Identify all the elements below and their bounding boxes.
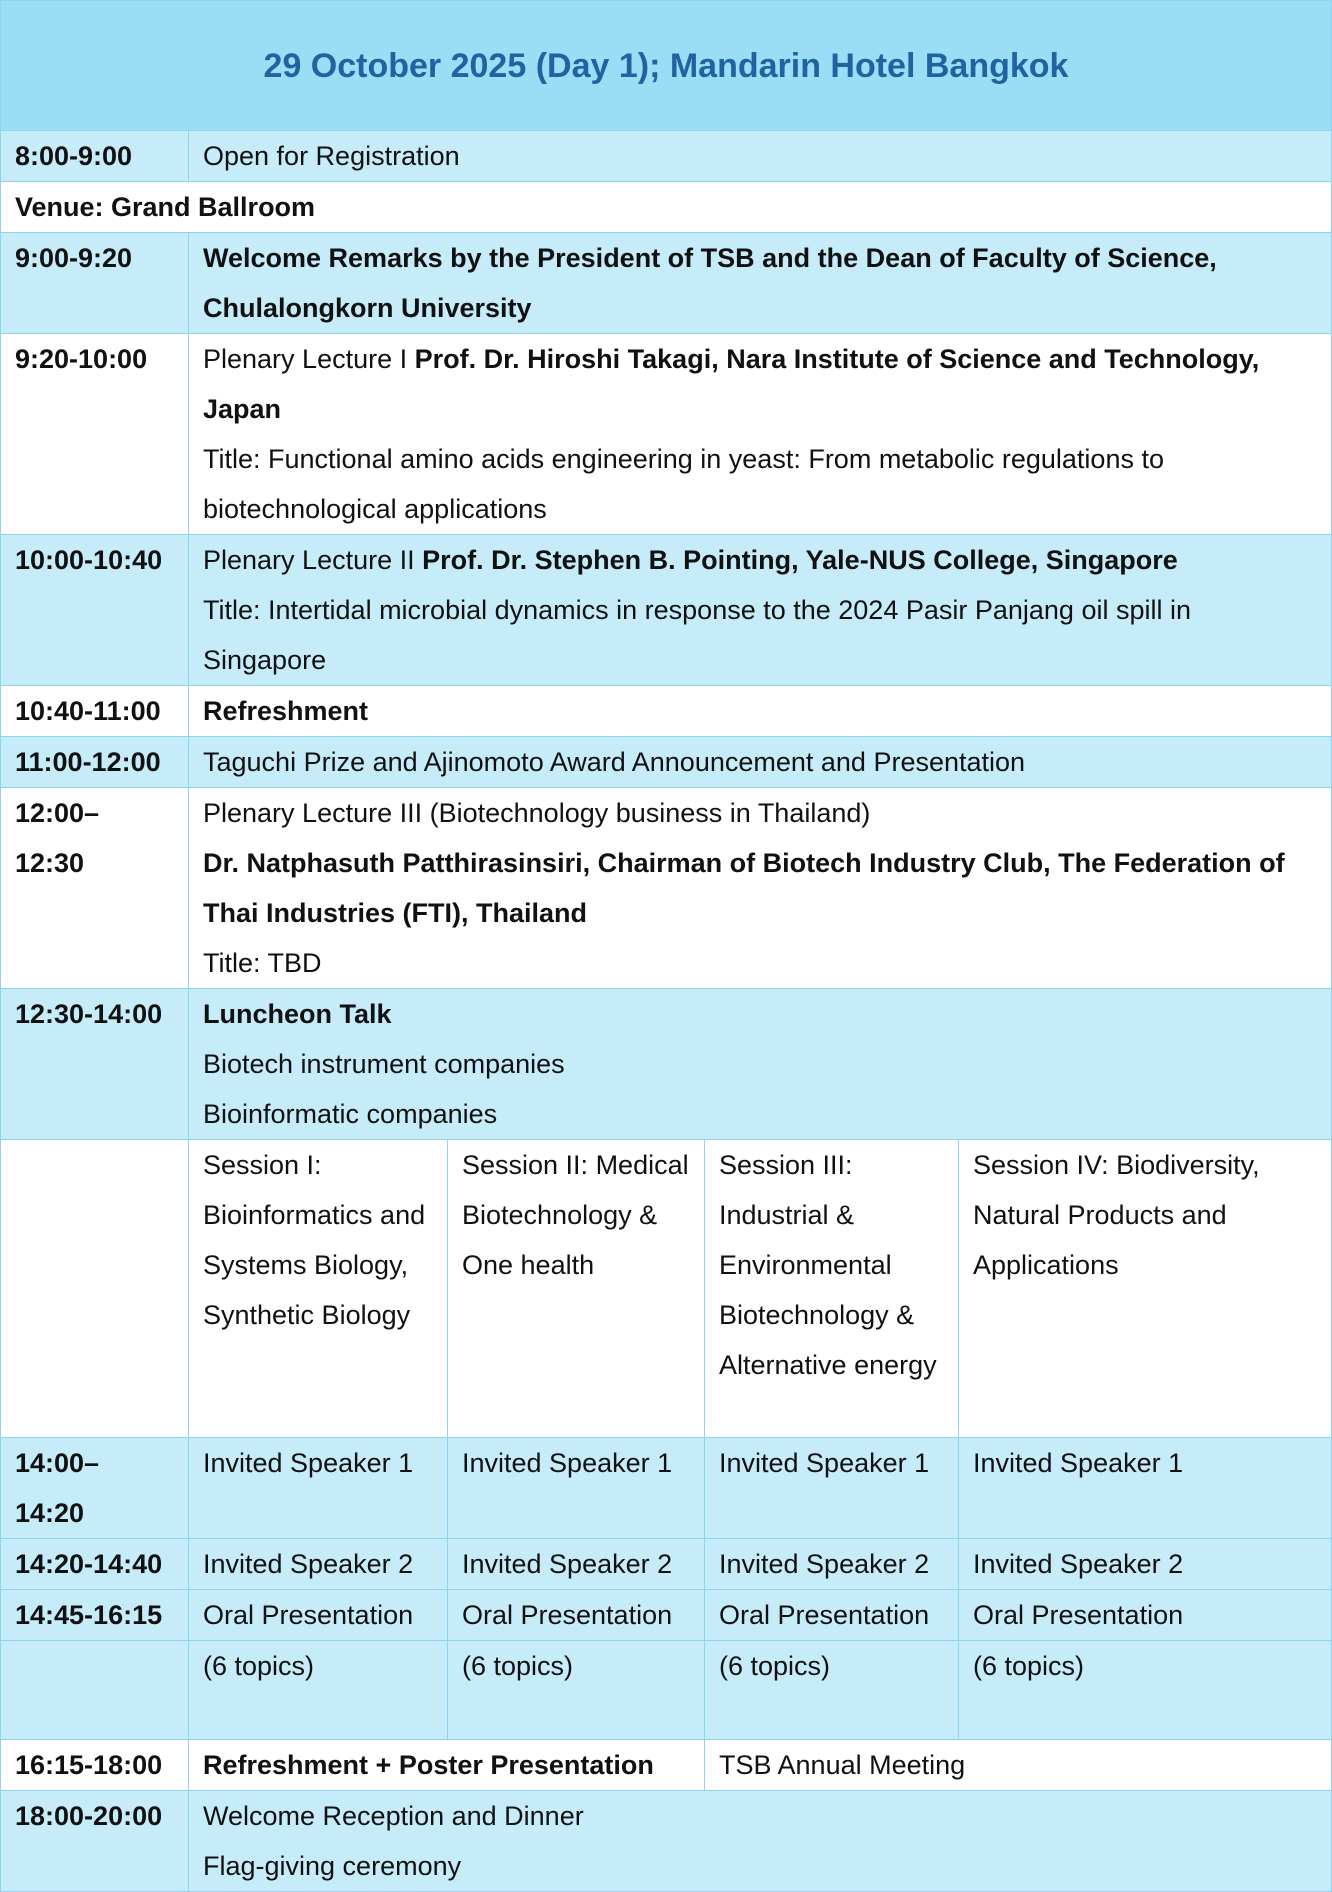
invited-speaker-cell: Invited Speaker 2 <box>448 1539 705 1590</box>
oral-cell: Oral Presentation <box>448 1590 705 1641</box>
table-row <box>1 1641 1332 1740</box>
time-cell: 10:00-10:40 <box>1 535 189 686</box>
lecture-title: Title: Functional amino acids engineering in yeast: From metabolic regulations to biotechnological applications <box>203 444 1164 524</box>
table-row <box>1 1590 1332 1641</box>
time-start: 12:00– <box>15 798 100 828</box>
table-row <box>1 131 1332 182</box>
plenary2-cell <box>189 535 1332 686</box>
table-row <box>1 788 1332 989</box>
oral-topics-cell: (6 topics) <box>189 1641 448 1740</box>
time-cell: 9:20-10:00 <box>1 334 189 535</box>
oral-cell: Oral Presentation <box>705 1590 959 1641</box>
invited-speaker-cell: Invited Speaker 2 <box>705 1539 959 1590</box>
welcome-cell: Welcome Remarks by the President of TSB and the Dean of Faculty of Science, Chulalongkorn University <box>189 233 1332 334</box>
time-end: 12:30 <box>15 848 85 878</box>
poster-cell: Refreshment + Poster Presentation <box>189 1740 705 1791</box>
lecture-label: Plenary Lecture II <box>203 545 423 575</box>
awards-cell: Taguchi Prize and Ajinomoto Award Announcement and Presentation <box>189 737 1332 788</box>
dinner-line: Welcome Reception and Dinner <box>203 1801 584 1831</box>
luncheon-heading: Luncheon Talk <box>203 999 392 1029</box>
time-cell: 8:00-9:00 <box>1 131 189 182</box>
sessions-row <box>1 1140 1332 1438</box>
oral-cell: Oral Presentation <box>189 1590 448 1641</box>
time-cell: 14:45-16:15 <box>1 1590 189 1641</box>
luncheon-cell <box>189 989 1332 1140</box>
lecture-label: Plenary Lecture I <box>203 344 415 374</box>
time-cell: 16:15-18:00 <box>1 1740 189 1791</box>
table-row <box>1 1791 1332 1892</box>
oral-topics-cell: (6 topics) <box>705 1641 959 1740</box>
time-start: 14:00– <box>15 1448 100 1478</box>
session-header: Session IV: Biodiversity, Natural Products and Applications <box>959 1140 1332 1438</box>
plenary1-cell <box>189 334 1332 535</box>
table-row <box>1 182 1332 233</box>
oral-topics-cell: (6 topics) <box>448 1641 705 1740</box>
table-row <box>1 989 1332 1140</box>
time-cell: 9:00-9:20 <box>1 233 189 334</box>
time-cell: 11:00-12:00 <box>1 737 189 788</box>
time-cell: 14:20-14:40 <box>1 1539 189 1590</box>
luncheon-line: Bioinformatic companies <box>203 1099 498 1129</box>
time-cell: 18:00-20:00 <box>1 1791 189 1892</box>
lecture-title: Title: Intertidal microbial dynamics in response to the 2024 Pasir Panjang oil spill in Singapore <box>203 595 1191 675</box>
session-header: Session III: Industrial & Environmental Biotechnology & Alternative energy <box>705 1140 959 1438</box>
table-row <box>1 535 1332 686</box>
invited-speaker-cell: Invited Speaker 1 <box>959 1438 1332 1539</box>
table-row <box>1 737 1332 788</box>
registration-cell: Open for Registration <box>189 131 1332 182</box>
invited-speaker-cell: Invited Speaker 2 <box>959 1539 1332 1590</box>
table-row <box>1 686 1332 737</box>
time-cell <box>1 788 189 989</box>
table-row <box>1 1539 1332 1590</box>
lecture-title: Title: TBD <box>203 948 322 978</box>
invited-speaker-cell: Invited Speaker 1 <box>705 1438 959 1539</box>
plenary3-cell <box>189 788 1332 989</box>
page-title: 29 October 2025 (Day 1); Mandarin Hotel Bangkok <box>1 1 1332 131</box>
invited-speaker-cell: Invited Speaker 1 <box>448 1438 705 1539</box>
time-end: 14:20 <box>15 1498 85 1528</box>
dinner-cell <box>189 1791 1332 1892</box>
table-row <box>1 233 1332 334</box>
invited-speaker-cell: Invited Speaker 1 <box>189 1438 448 1539</box>
speaker-name: Prof. Dr. Stephen B. Pointing, Yale-NUS College, Singapore <box>422 545 1178 575</box>
time-cell: 10:40-11:00 <box>1 686 189 737</box>
luncheon-line: Biotech instrument companies <box>203 1049 565 1079</box>
oral-cell: Oral Presentation <box>959 1590 1332 1641</box>
table-row <box>1 1740 1332 1791</box>
oral-topics-cell: (6 topics) <box>959 1641 1332 1740</box>
time-cell <box>1 1438 189 1539</box>
table-row <box>1 334 1332 535</box>
header-row <box>1 1 1332 131</box>
speaker-name: Dr. Natphasuth Patthirasinsiri, Chairman of Biotech Industry Club, The Federation of Thai Industries (FTI), Thailand <box>203 848 1285 928</box>
venue-cell: Venue: Grand Ballroom <box>1 182 1332 233</box>
annual-meeting-cell: TSB Annual Meeting <box>705 1740 1332 1791</box>
speaker-name: Prof. Dr. Hiroshi Takagi, Nara Institute of Science and Technology, Japan <box>203 344 1260 424</box>
invited-speaker-cell: Invited Speaker 2 <box>189 1539 448 1590</box>
empty-time-cell <box>1 1641 189 1740</box>
refreshment-cell: Refreshment <box>189 686 1332 737</box>
session-header: Session II: Medical Biotechnology & One health <box>448 1140 705 1438</box>
lecture-label: Plenary Lecture III (Biotechnology business in Thailand) <box>203 798 871 828</box>
session-header: Session I: Bioinformatics and Systems Biology, Synthetic Biology <box>189 1140 448 1438</box>
dinner-line: Flag-giving ceremony <box>203 1851 462 1881</box>
time-cell: 12:30-14:00 <box>1 989 189 1140</box>
empty-time-cell <box>1 1140 189 1438</box>
table-row <box>1 1438 1332 1539</box>
